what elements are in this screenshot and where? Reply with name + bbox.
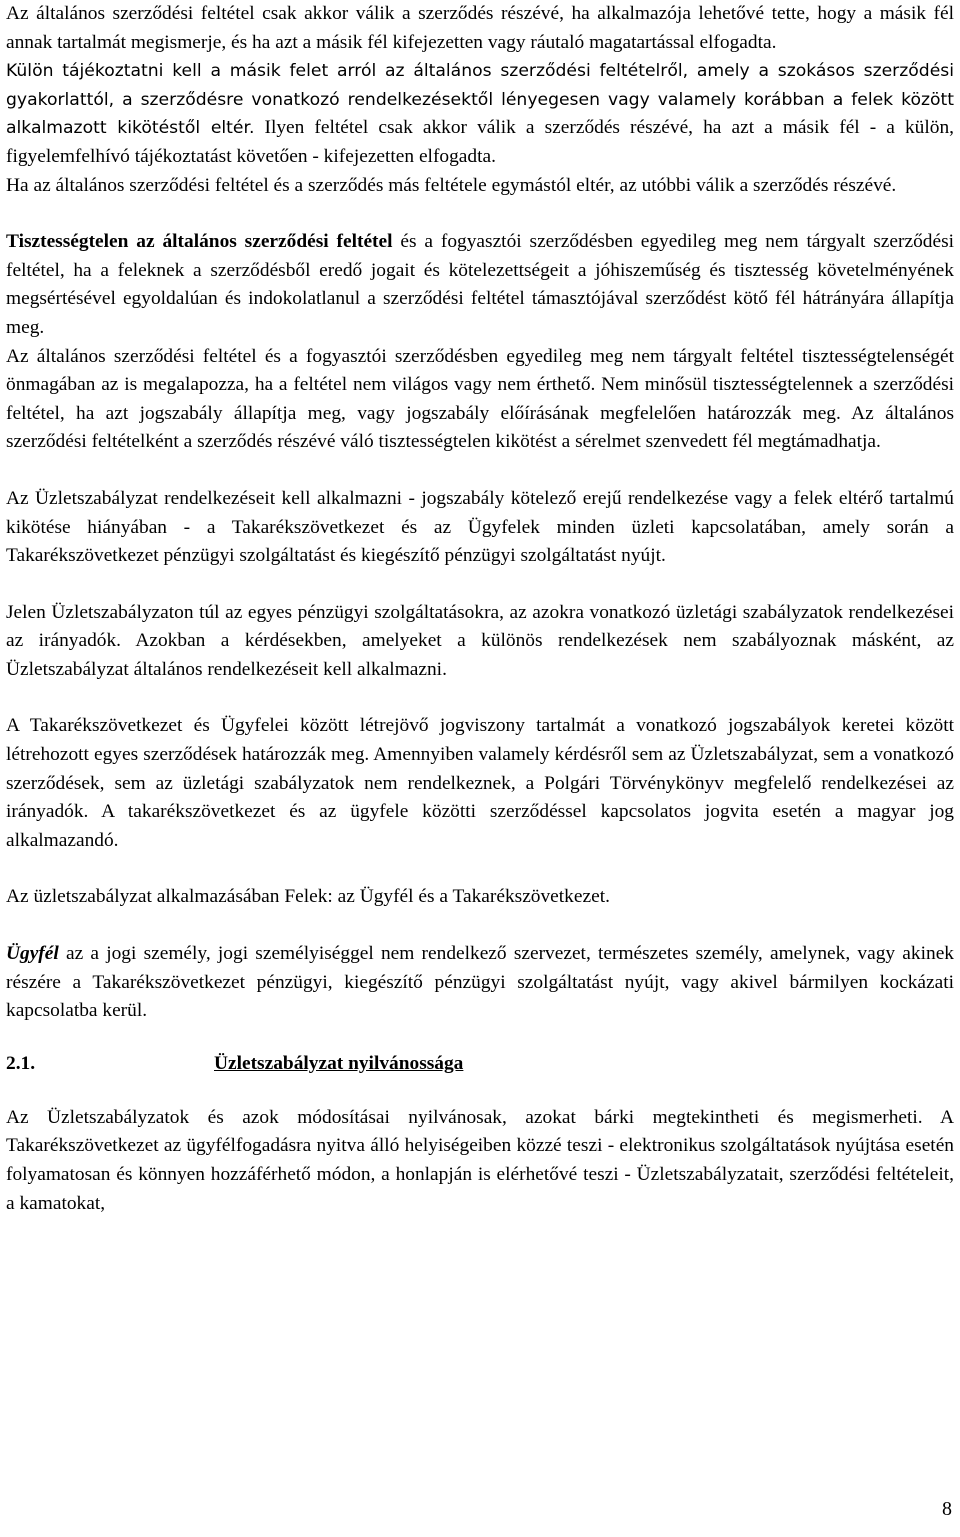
paragraph-legal-relationship: A Takarékszövetkezet és Ügyfelei között létrejövő jogviszony tartalmát a vonatkozó jogszabályok keretei között létrehozott egyes szerződések határozzák meg. Amennyiben valamely kérdésről sem az Üzletszabályzat, sem a vonatkozó szerződések, sem az üzletági szabályzatok nem rendelkeznek, a Polgári Törvénykönyv megfelelő rendelkezései az irányadók. A takarékszövetkezet és az ügyfele közötti szerződéssel kapcsolatos jogvita esetén a magyar jog alkalmazandó. (6, 715, 954, 851)
paragraph-client-definition (6, 940, 954, 1026)
paragraph-conflicting-terms: Ha az általános szerződési feltétel és a szerződés más feltétele egymástól eltér, az utóbbi válik a szerződés részévé. (6, 174, 897, 196)
paragraph-unfairness-basis: Az általános szerződési feltétel és a fogyasztói szerződésben egyedileg meg nem tárgyalt feltétel tisztességtelenségét önmagában az is megalapozza, ha a feltétel nem világos vagy nem érthető. Nem minősül tisztességtelennek a szerződési feltétel, ha azt jogszabály állapítja meg, vagy jogszabály előírásának megfelelően határozzák meg. Az általános szerződési feltételként a szerződés részévé váló tisztességtelen kikötést a sérelmet szenvedett fél megtámadhatja. (6, 345, 954, 453)
paragraph-separate-notice (6, 57, 954, 171)
unfair-term-text: és a fogyasztói szerződésben egyedileg meg nem tárgyalt szerződési feltétel, ha a feleknek a szerződésből eredő jogait és kötelezettségeit a jóhiszeműség és tisztesség követelményének megsértésével egyoldalúan és indokolatlanul a szerződési feltétel támasztójával szerződést kötő fél hátrányára állapítja meg. (6, 231, 955, 338)
paragraph-business-rules: Jelen Üzletszabályzaton túl az egyes pénzügyi szolgáltatásokra, az azokra vonatkozó üzletági szabályzatok rendelkezései az irányadók. Azokban a kérdésekben, amelyeket a különös rendelkezések nem szabályoznak másként, az Üzletszabályzat általános rendelkezéseit kell alkalmazni. (6, 601, 954, 680)
page-number: 8 (942, 1498, 952, 1520)
unfair-term-heading: Tisztességtelen az általános szerződési feltétel (6, 231, 393, 253)
paragraph-parties-definition: Az üzletszabályzat alkalmazásában Felek: az Ügyfél és a Takarékszövetkezet. (6, 886, 610, 908)
section-number: 2.1. (6, 1052, 36, 1074)
client-term: Ügyfél (6, 943, 59, 965)
paragraph-rules-application: Az Üzletszabályzat rendelkezéseit kell alkalmazni - jogszabály kötelező erejű rendelkezése vagy a felek eltérő tartalmú kikötése hiányában - a Takarékszövetkezet és az Ügyfelek minden üzleti kapcsolatában, amely során a Takarékszövetkezet pénzügyi szolgáltatást és kiegészítő pénzügyi szolgáltatást nyújt. (6, 487, 954, 567)
paragraph-publicity: Az Üzletszabályzatok és azok módosításai nyilvánosak, azokat bárki megtekintheti és megismerheti. A Takarékszövetkezet az ügyfélfogadásra nyitva álló helyiségeiben közzé teszi - elektronikus szolgáltatások nyújtása esetén folyamatosan és könnyen hozzáférhető módon, a honlapján is elérhetővé teszi - Üzletszabályzatait, szerződési feltételeit, a kamatokat, (6, 1106, 954, 1214)
section-heading (6, 1050, 954, 1078)
paragraph-general-terms-acceptance: Az általános szerződési feltétel csak akkor válik a szerződés részévé, ha alkalmazója lehetővé tette, hogy a másik fél annak tartalmát megismerje, és ha azt a másik fél kifejezetten vagy ráutaló magatartással elfogadta. (6, 3, 954, 53)
paragraph-separate-notice-text: Külön tájékoztatni kell a másik felet arról az általános szerződési feltételről, amely a szokásos szerződési gyakorlattól, a szerződésre vonatkozó rendelkezésektől lényegesen vagy valamely korábban a felek között alkalmazott kikötéstől eltér. (6, 61, 954, 139)
paragraph-unfair-term-definition (6, 228, 954, 342)
document-page (6, 0, 954, 1218)
paragraph-separate-notice-condition: Ilyen feltétel csak akkor válik a szerződés részévé, ha azt a másik fél - a külön, figyelemfelhívó tájékoztatást követően - kifejezetten elfogadta. (6, 117, 954, 167)
client-definition-text: az a jogi személy, jogi személyiséggel nem rendelkező szervezet, természetes személy, amelynek, vagy akinek részére a Takarékszövetkezet pénzügyi, kiegészítő pénzügyi szolgáltatást nyújt, vagy akivel bármilyen kockázati kapcsolatba kerül. (6, 943, 954, 1022)
section-title: Üzletszabályzat nyilvánossága (214, 1052, 464, 1074)
